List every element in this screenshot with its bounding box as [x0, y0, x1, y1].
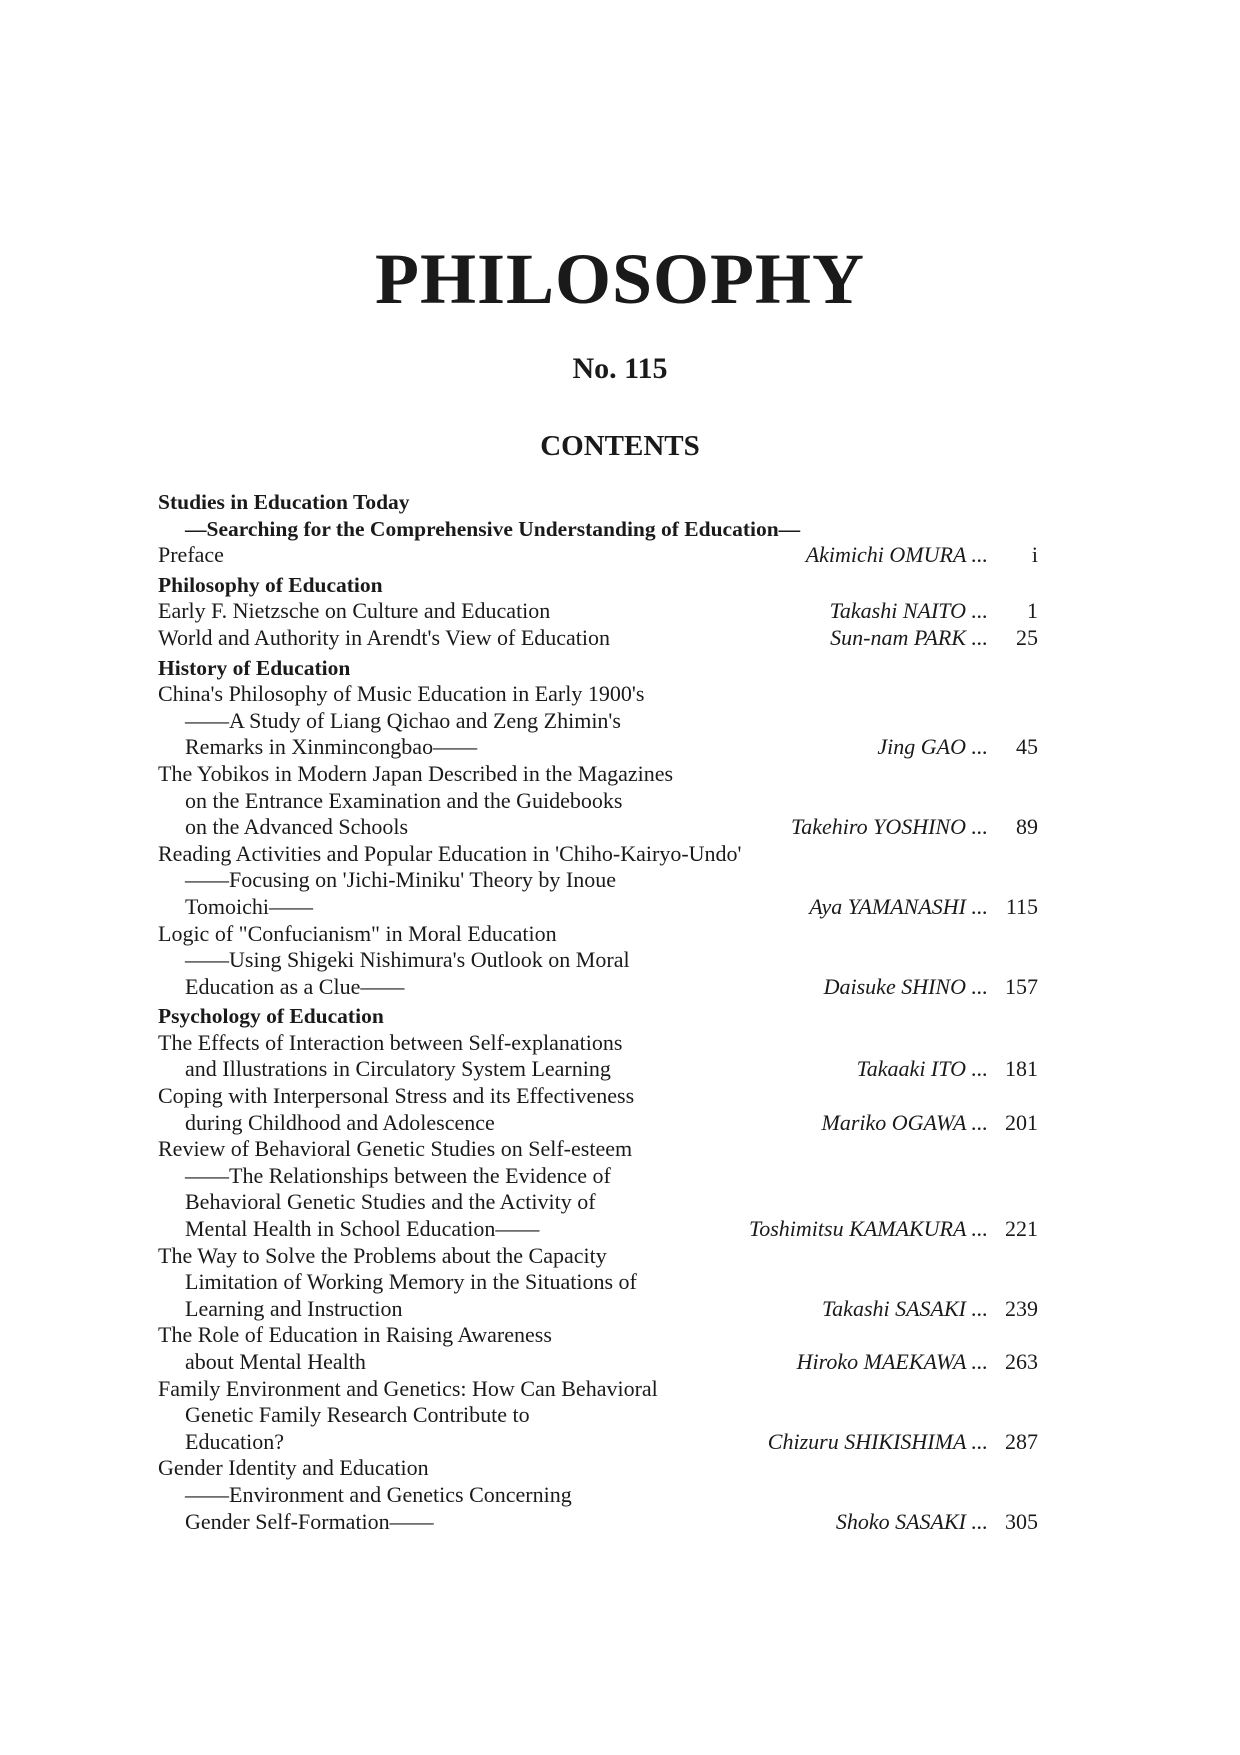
entry-page: 239	[1005, 1295, 1038, 1321]
entry-author: Takehiro YOSHINO ...	[790, 814, 988, 840]
toc-entry-continuation	[158, 1110, 1038, 1137]
toc-entry	[158, 1030, 1038, 1057]
entry-title-line: Review of Behavioral Genetic Studies on Self-esteem	[158, 1136, 633, 1162]
entry-title-line: ——Focusing on 'Jichi-Miniku' Theory by Inoue	[185, 867, 616, 893]
entry-title-line: Behavioral Genetic Studies and the Activity of	[185, 1189, 596, 1215]
toc-entry-continuation	[158, 1482, 1038, 1509]
entry-title-line: on the Entrance Examination and the Guidebooks	[185, 787, 623, 813]
toc-entry-continuation	[158, 947, 1038, 974]
entry-author: Akimichi OMURA ...	[805, 542, 988, 568]
entry-author: Jing GAO ...	[877, 734, 988, 760]
entry-author: Shoko SASAKI ...	[835, 1508, 988, 1534]
issue-number: No. 115	[572, 352, 668, 385]
entry-title-line: World and Authority in Arendt's View of Education	[158, 624, 611, 650]
entry-author: Hiroko MAEKAWA ...	[796, 1349, 988, 1374]
entry-title-line: ——The Relationships between the Evidence of	[185, 1162, 611, 1188]
toc-entry-continuation	[158, 1509, 1038, 1536]
entry-author: Daisuke SHINO ...	[823, 973, 988, 999]
entry-author: Takashi SASAKI ...	[821, 1295, 988, 1321]
table-of-contents	[158, 489, 1038, 1535]
toc-entry	[158, 1322, 1038, 1349]
toc-entry	[158, 1243, 1038, 1270]
toc-entry	[158, 625, 1038, 652]
entry-title: Preface	[158, 542, 224, 568]
entry-title-line: Education?	[185, 1428, 284, 1454]
entry-page: i	[1031, 542, 1038, 568]
entry-title-line: Reading Activities and Popular Education in 'Chiho-Kairyo-Undo'	[158, 840, 742, 866]
entry-page: 287	[1005, 1428, 1038, 1454]
entry-title-line: and Illustrations in Circulatory System Learning	[185, 1056, 611, 1082]
entry-author: Takaaki ITO ...	[856, 1056, 988, 1082]
journal-title: PHILOSOPHY	[374, 239, 866, 319]
entry-title-line: ——Environment and Genetics Concerning	[185, 1481, 572, 1507]
toc-entry-continuation	[158, 1216, 1038, 1243]
toc-entry-continuation	[158, 1349, 1038, 1376]
entry-title-line: The Effects of Interaction between Self-explanations	[158, 1029, 623, 1055]
entry-title-line: about Mental Health	[185, 1349, 366, 1374]
entry-page: 157	[1005, 973, 1038, 999]
entry-author: Sun-nam PARK ...	[830, 624, 988, 650]
section-heading: Philosophy of Education	[158, 572, 383, 597]
toc-entry-continuation	[158, 894, 1038, 921]
entry-title-line: on the Advanced Schools	[185, 814, 409, 840]
entry-title-line: Gender Identity and Education	[158, 1455, 429, 1481]
toc-entry-continuation	[158, 814, 1038, 841]
toc-entry	[158, 921, 1038, 948]
entry-title-line: Coping with Interpersonal Stress and its Effectiveness	[158, 1083, 635, 1109]
toc-entry-continuation	[158, 1056, 1038, 1083]
toc-entry-continuation	[158, 708, 1038, 735]
entry-page: 181	[1005, 1056, 1038, 1082]
entry-title-line: Education as a Clue——	[185, 973, 405, 999]
contents-heading: CONTENTS	[540, 430, 700, 462]
toc-entry-continuation	[158, 867, 1038, 894]
entry-title-line: Gender Self-Formation——	[185, 1508, 434, 1534]
entry-author: Chizuru SHIKISHIMA ...	[767, 1428, 988, 1454]
entry-title-line: Limitation of Working Memory in the Situations of	[185, 1269, 637, 1295]
entry-author: Aya YAMANASHI ...	[809, 893, 988, 919]
entry-author: Mariko OGAWA ...	[821, 1109, 988, 1135]
special-issue-subtitle: —Searching for the Comprehensive Understanding of Education—	[185, 516, 801, 541]
entry-title-line: Early F. Nietzsche on Culture and Education	[158, 598, 551, 624]
toc-entry-continuation	[158, 1163, 1038, 1190]
special-issue-title: Studies in Education Today	[158, 490, 410, 514]
section-heading: Psychology of Education	[158, 1004, 384, 1029]
toc-entry	[158, 681, 1038, 708]
entry-title-line: ——Using Shigeki Nishimura's Outlook on Moral	[185, 947, 630, 973]
entry-title-line: The Role of Education in Raising Awareness	[158, 1322, 552, 1348]
entry-title-line: Mental Health in School Education——	[185, 1216, 540, 1242]
entry-title-line: Logic of "Confucianism" in Moral Education	[158, 920, 557, 946]
toc-entry	[158, 841, 1038, 868]
entry-page: 305	[1005, 1508, 1038, 1534]
section-heading: History of Education	[158, 655, 351, 680]
toc-entry	[158, 1455, 1038, 1482]
entry-title-line: Genetic Family Research Contribute to	[185, 1402, 530, 1428]
entry-page: 221	[1005, 1216, 1038, 1242]
toc-entry	[158, 1376, 1038, 1403]
toc-entry	[158, 598, 1038, 625]
entry-page: 89	[1016, 814, 1038, 840]
toc-entry-continuation	[158, 734, 1038, 761]
toc-entry	[158, 1083, 1038, 1110]
toc-entry-continuation	[158, 1429, 1038, 1456]
entry-author: Takashi NAITO ...	[829, 598, 988, 624]
entry-page: 115	[1005, 893, 1038, 919]
entry-title-line: during Childhood and Adolescence	[185, 1109, 495, 1135]
entry-title-line: The Way to Solve the Problems about the Capacity	[158, 1242, 607, 1268]
toc-entry-continuation	[158, 1189, 1038, 1216]
toc-entry-continuation	[158, 1269, 1038, 1296]
entry-page: 45	[1016, 734, 1038, 760]
entry-page: 25	[1016, 624, 1038, 650]
entry-title-line: Tomoichi——	[185, 893, 314, 919]
entry-title-line: The Yobikos in Modern Japan Described in the Magazines	[158, 760, 674, 786]
entry-title-line: Learning and Instruction	[185, 1295, 403, 1321]
toc-entry-continuation	[158, 1296, 1038, 1323]
entry-author: Toshimitsu KAMAKURA ...	[749, 1216, 988, 1242]
entry-title-line: China's Philosophy of Music Education in Early 1900's	[158, 681, 645, 707]
toc-entry	[158, 761, 1038, 788]
entry-page: 263	[1005, 1349, 1038, 1374]
toc-entry	[158, 1136, 1038, 1163]
entry-title-line: ——A Study of Liang Qichao and Zeng Zhimin's	[185, 707, 621, 733]
toc-entry-continuation	[158, 974, 1038, 1001]
entry-page: 201	[1005, 1109, 1038, 1135]
entry-title-line: Family Environment and Genetics: How Can Behavioral	[158, 1375, 658, 1401]
toc-entry-preface	[158, 542, 1038, 569]
entry-page: 1	[1027, 598, 1038, 624]
toc-entry-continuation	[158, 1402, 1038, 1429]
entry-title-line: Remarks in Xinmincongbao——	[185, 734, 478, 760]
toc-entry-continuation	[158, 788, 1038, 815]
